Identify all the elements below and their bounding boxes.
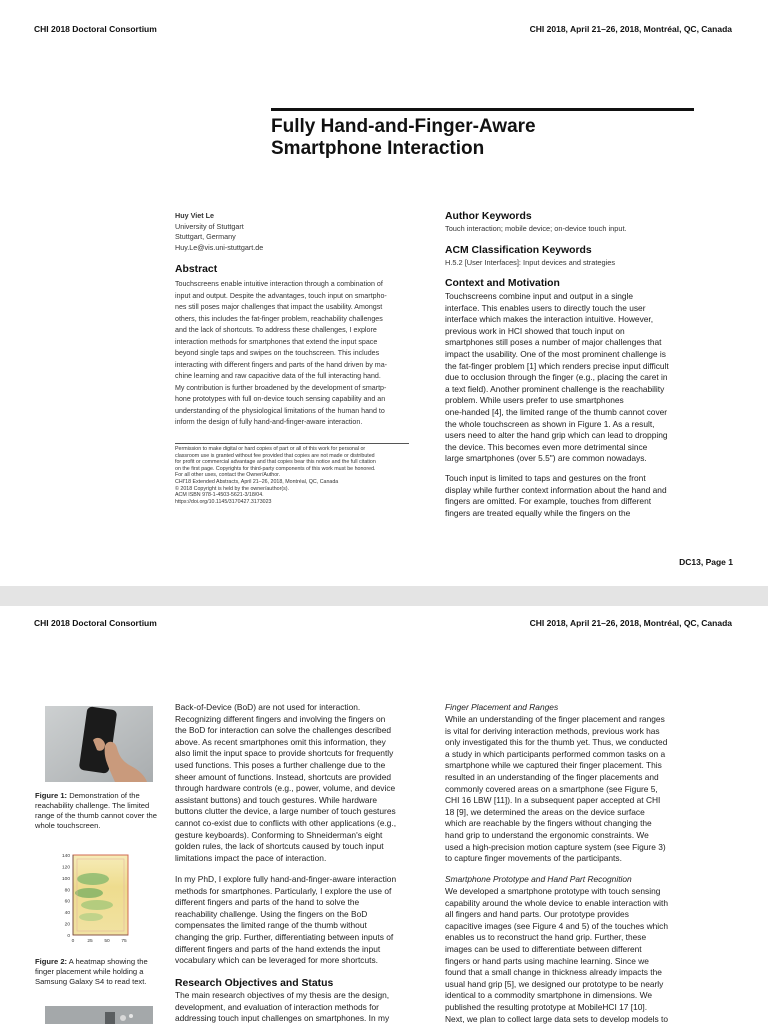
permission-line: © 2018 Copyright is held by the owner/author(s). [175,485,290,492]
body-line: which are reachable by the fingers without changing the [445,818,652,829]
permission-line: For all other uses, contact the Owner/Author. [175,472,281,479]
body-line: vocabulary which can be leveraged for more shortcuts. [175,955,378,966]
heatmap-y-tick: 20 [64,922,70,928]
abstract-line: others, this includes the fat-finger problem, reachability challenges [175,314,383,323]
body-line: golden rules, the lack of shortcuts caused by touch input [175,841,384,852]
title-line: Smartphone Interaction [271,137,485,159]
body-line: found that a small change in thickness already impacts the [445,967,662,978]
figure-2-label: Figure 2: [35,957,68,966]
abstract-line: input and output. Despite the advantages, touch input on smartpho- [175,291,387,300]
body-line: enables us to reconstruct the hand grip. Further, these [445,932,647,943]
heatmap-y-tick: 140 [61,854,70,859]
body-line: one-handed [4], the limited range of the thumb cannot cover [445,406,668,417]
body-line: a text field). Another prominent challenge is the reachability [445,383,665,394]
context-body [445,291,715,465]
permission-block [175,446,415,505]
finger-placement-heading: Finger Placement and Ranges [445,702,559,712]
body-line: fingers are omitted. For example, touches from different [445,496,652,507]
body-line: compensates the limited range of the thumb without [175,920,367,931]
body-line: only investigated this for the thumb yet. Thus, we conducted [445,737,668,748]
body-line: gesture keyboards). Conforming to Shneiderman's eight [175,829,383,840]
body-line: impact the usability. One of the most prominent challenge is [445,348,666,359]
body-line: In my PhD, I explore fully hand-and-finger-aware interaction [175,874,397,884]
paper-title [271,116,536,159]
prototype-body [445,886,715,1024]
heatmap-svg [53,851,153,947]
abstract-line: nes still poses major challenges that impact the usability. Amongst [175,303,383,311]
permission-line: for profit or commercial advantage and that copies bear this notice and the full citation [175,459,376,466]
abstract-line: inform the design of fully hand-and-finger-aware interaction. [175,418,363,426]
body-line: While an understanding of the finger placement and ranges [445,714,665,724]
body-line: display while further context information about the hand and [445,484,667,495]
body-line: previous work in HCI showed that touch input on [445,325,625,336]
body-line: resulted in an understanding of the finger placements and [445,771,659,782]
body-line: interface which makes the interaction intuitive. However, [445,314,654,325]
figure-1-label: Figure 1: [35,791,68,800]
title-rule [271,108,694,111]
body-line: used a high-precision motion capture system (see Figure 3) [445,841,666,852]
running-header-right: CHI 2018, April 21–26, 2018, Montréal, QC, Canada [529,24,732,34]
body-line: limitations impact the pace of interaction. [175,852,327,863]
body-line: 18 [9], we determined the areas on the device surface [445,806,645,817]
heatmap-y-tick: 100 [61,876,70,882]
heatmap-y-tick: 40 [64,911,70,917]
running-header-right: CHI 2018, April 21–26, 2018, Montréal, QC, Canada [529,618,732,628]
body-line: addressing touch input challenges on smartphones. In my [175,1013,390,1024]
heatmap-x-tick: 50 [104,939,110,944]
body-line: Recognizing different fingers and involving the fingers on [175,713,386,724]
research-heading: Research Objectives and Status [175,978,334,989]
body-line: assistant buttons) and touch gestures. While hardware [175,794,378,805]
author-affiliation: University of Stuttgart [175,221,244,231]
body-line: buttons clutter the device, a large number of touch gestures [175,806,396,817]
abstract-line: Touchscreens enable intuitive interaction through a combination of [175,280,383,288]
body-line: large smartphones (over 5.5") are common nowadays. [445,453,647,464]
body-line: is vital for deriving interaction methods, previous work has [445,725,660,736]
figure-1-caption-text: Demonstration of the reachability challenge. The limited range of the thumb cannot cover the whole touchscreen. [35,791,158,830]
figure-2-caption [35,957,160,987]
page-number: DC13, Page 1 [679,557,733,567]
heatmap-y-tick: 60 [64,899,70,905]
body-line: methods for smartphones. Particularly, I explore the use of [175,885,392,896]
body-line: changing the grip. Further, differentiating between inputs of [175,931,394,942]
paper-page-2 [0,606,768,1024]
keywords-heading: Author Keywords [445,211,532,222]
title-line: Fully Hand-and-Finger-Aware [271,116,536,137]
body-line: identical to a commodity smartphone in dimensions. We [445,990,652,1001]
keywords-text: Touch interaction; mobile device; on-device touch input. [445,224,627,233]
permission-line: CHI'18 Extended Abstracts, April 21–26, 2018, Montréal, QC, Canada [175,478,339,485]
running-header-left: CHI 2018 Doctoral Consortium [34,24,157,34]
body-line: the whole touchscreen as shown in Figure 1. As a result, [445,418,655,429]
body-line: due to occlusion through the finger (e.g., placing the caret in [445,372,668,383]
body-line: reachability challenge. Using the fingers on the BoD [175,908,368,919]
body-line: smartphones still poses a number of major challenges that [445,337,662,348]
permission-line: https://doi.org/10.1145/3170427.3173023 [175,498,272,505]
body-line: to capture finger movements of the participants. [445,853,622,864]
author-block [175,211,390,253]
body-line: Back-of-Device (BoD) are not used for interaction. [175,702,361,712]
body-line: smartphone while we captured their finger placement. This [445,760,662,771]
abstract-line: chine learning and raw capacitive data of the full interacting hand. [175,372,381,380]
abstract-body [175,279,415,429]
figure-2-heatmap [53,851,153,947]
body-line: different fingers and parts of the hand extends the input [175,943,381,954]
body-line: interface. This enables users to directly touch the user [445,302,646,313]
body-line: used functions. This poses a further challenge due to the [175,759,386,770]
permission-rule [175,443,409,444]
abstract-heading: Abstract [175,264,218,275]
body-line: fingers or hand parts using machine learning. Since we [445,955,649,966]
body-line: all fingers and hand parts. Our prototype provides [445,909,629,920]
heatmap-y-tick: 80 [64,888,70,894]
permission-line: classroom use is granted without fee provided that copies are not made or distributed [175,452,375,459]
author-city: Stuttgart, Germany [175,232,236,242]
body-line: Next, we plan to collect large data sets to develop models to [445,1013,668,1024]
middle-paragraph-2 [175,874,425,967]
motion-capture-image [45,1006,153,1024]
abstract-line: My contribution is further broadened by the development of smartp- [175,383,387,392]
figure-3-photo [45,1006,153,1024]
body-line: through hardware controls (e.g., power, volume, and device [175,783,396,794]
acm-text: H.5.2 [User Interfaces]: Input devices and strategies [445,258,616,267]
body-line: capacitive images (see Figure 4 and 5) of the touches which [445,920,668,931]
body-line: the fat-finger problem [1] which renders precise input difficult [445,360,669,371]
body-line: The main research objectives of my thesis are the design, [175,990,390,1000]
context-body-continued [445,473,715,519]
author-email: Huy.Le@vis.uni-stuttgart.de [175,242,264,252]
heatmap-y-tick: 0 [67,934,70,939]
body-line: fingers are treated equally while the fingers on the [445,507,631,518]
body-line: Touchscreens combine input and output in a single [445,291,634,301]
body-line: a study in which participants performed common tasks on a [445,748,666,759]
body-line: above. As recent smartphones omit this information, they [175,736,386,747]
figure-1-photo [45,706,153,782]
abstract-line: interacting with different fingers and parts of the hand driven by ma- [175,360,388,369]
body-line: users need to alter the hand grip which can lead to dropping [445,430,668,441]
body-line: commonly covered areas on a smartphone (see Figure 5, [445,783,658,794]
page-gap [0,586,768,606]
context-heading: Context and Motivation [445,278,560,289]
figure-1-caption [35,791,160,831]
body-line: capability around the whole device to enable interaction with [445,897,669,908]
body-line: usual hand grip [5], we designed our prototype to be nearly [445,978,664,989]
body-line: problem. While users prefer to use smartphones [445,395,624,406]
heatmap-y-tick: 120 [61,865,70,871]
running-header-left: CHI 2018 Doctoral Consortium [34,618,157,628]
abstract-line: interaction methods for smartphones that extend the input space [175,337,378,346]
phone-in-hand-image [45,706,153,782]
middle-paragraph-1 [175,702,425,864]
author-name: Huy Viet Le [175,211,215,220]
abstract-line: beyond single taps and swipes on the touchscreen. This includes [175,349,380,357]
permission-line: Permission to make digital or hard copies of part or all of this work for personal or [175,446,366,452]
body-line: We developed a smartphone prototype with touch sensing [445,886,661,896]
body-line: Touch input is limited to taps and gestures on the front [445,473,646,483]
heatmap-x-tick: 75 [121,939,127,944]
body-line: also limit the input space to provide shortcuts for frequently [175,748,394,759]
body-line: images can be used to differentiate between different [445,943,642,954]
body-line: development, and evaluation of interaction methods for [175,1001,379,1012]
figure-2-caption-text: A heatmap showing the finger placement while holding a Samsung Galaxy S4 to read text. [35,957,148,986]
permission-line: on the first page. Copyrights for third-party components of this work must be honored. [175,465,376,472]
body-line: CHI 16 LBW [11]). In a subsequent paper accepted at CHI [445,795,661,806]
body-line: the BoD for interaction can solve the challenges described [175,725,392,736]
research-body [175,990,425,1024]
acm-heading: ACM Classification Keywords [445,245,592,256]
body-line: hand grip to understand the ergonomic constraints. We [445,829,649,840]
body-line: sheer amount of functions. Instead, shortcuts are provided [175,771,392,782]
heatmap-x-tick: 0 [71,939,75,944]
abstract-line: hone prototypes with full on-device touch sensing capability and an [175,395,386,403]
permission-line: ACM ISBN 978-1-4503-5621-3/18/04. [175,492,264,499]
finger-placement-body [445,714,715,865]
body-line: cannot co-exist due to conflicts with other applications (e.g., [175,817,397,828]
abstract-line: understanding of the physiological limitations of the human hand to [175,406,385,415]
heatmap-x-tick: 25 [87,939,93,944]
prototype-heading: Smartphone Prototype and Hand Part Recognition [445,874,632,884]
body-line: different fingers and parts of the hand to solve the [175,897,360,908]
abstract-line: and the lack of shortcuts. To address these challenges, I explore [175,326,377,334]
body-line: published the resulting prototype at MobileHCI 17 [10]. [445,1001,648,1012]
body-line: the device. This becomes even more detrimental since [445,441,648,452]
